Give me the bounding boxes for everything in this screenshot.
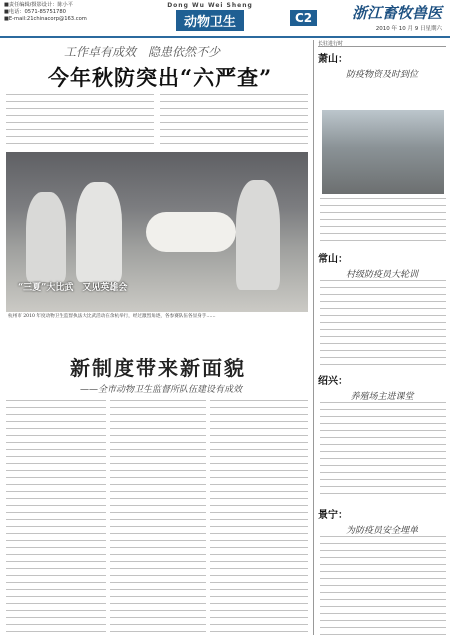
masthead: 浙江畜牧兽医 bbox=[351, 4, 442, 22]
brief-place: 绍兴： bbox=[318, 376, 348, 387]
brief-title: 村级防疫员大轮训 bbox=[345, 270, 418, 280]
sub-kicker: ——全市动物卫生监督所队伍建设有成效 bbox=[80, 385, 243, 395]
brief-place: 景宁： bbox=[318, 510, 348, 521]
brief-shaoxing bbox=[318, 372, 446, 404]
page-code: C2 bbox=[290, 10, 317, 26]
story-body-col1 bbox=[6, 94, 154, 148]
sub-headline: 新制度带来新面貌 bbox=[70, 356, 246, 380]
brief-body-3 bbox=[320, 402, 446, 500]
issue-date: 2010 年 10 月 9 日星期六 bbox=[375, 26, 442, 32]
brief-body-2 bbox=[320, 280, 446, 366]
brief-body-1 bbox=[320, 198, 446, 242]
brief-place: 萧山： bbox=[318, 54, 348, 65]
meta-phone: ■电话：0571-85751780 bbox=[4, 9, 66, 15]
meta-editor: ■责任编辑/摄影设计：陈小平 bbox=[4, 2, 73, 8]
brief-title: 养殖场主进课堂 bbox=[350, 392, 414, 402]
page-header bbox=[0, 0, 450, 38]
story-headline: 今年秋防突出“六严查” bbox=[48, 65, 273, 90]
brief-jingning bbox=[318, 506, 446, 538]
sub-body-col1 bbox=[6, 400, 106, 636]
header-meta bbox=[4, 2, 87, 23]
story-kicker: 工作卓有成效 隐患依然不少 bbox=[64, 45, 221, 59]
brief-xiaoshan bbox=[318, 50, 446, 82]
main-photo bbox=[6, 152, 308, 312]
meta-email: ■E-mail:21chinacorp@163.com bbox=[4, 16, 87, 22]
brief-photo bbox=[322, 110, 444, 194]
story-body-col2 bbox=[160, 94, 308, 148]
sub-body-col3 bbox=[210, 400, 308, 636]
brief-changshan bbox=[318, 250, 446, 282]
brief-title: 为防疫员安全埋单 bbox=[345, 526, 418, 536]
brief-title: 防疫物资及时到位 bbox=[345, 70, 418, 80]
sub-body-col2 bbox=[110, 400, 206, 636]
column-divider bbox=[313, 40, 314, 635]
section-title: 动物卫生 bbox=[176, 10, 244, 31]
section-pinyin: Dong Wu Wei Sheng bbox=[167, 2, 253, 9]
photo-caption-text: 杭州市 2010 年度动物卫生监督执法大比武活动在余杭举行，经过激烈角逐，各参赛队伍各显身手…… bbox=[8, 314, 216, 319]
right-top-bar: 长驻进行时 bbox=[318, 40, 446, 47]
section-banner bbox=[150, 2, 270, 31]
brief-body-4 bbox=[320, 536, 446, 636]
brief-place: 常山： bbox=[318, 254, 348, 265]
photo-caption: “三夏”大比武 又见英雄会 bbox=[18, 283, 128, 293]
